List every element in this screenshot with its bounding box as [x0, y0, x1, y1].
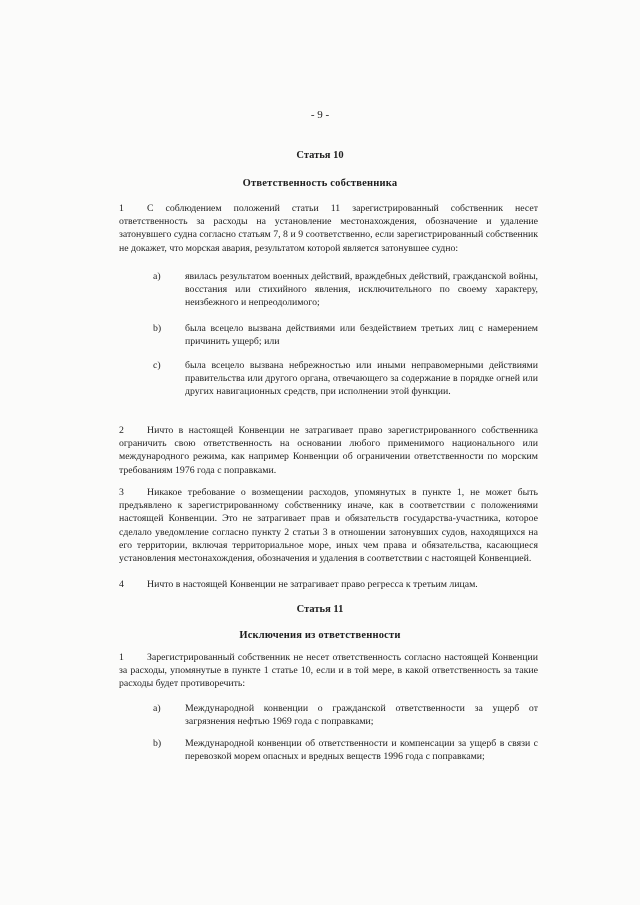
paragraph-text: Ничто в настоящей Конвенции не затрагивает право регресса к третьим лицам. — [147, 579, 478, 590]
list-item-text: явилась результатом военных действий, враждебных действий, гражданской войны, восстания или стихийного явления, исключительного по своему характеру, неизбежного и непреодолимого; — [185, 271, 538, 309]
paragraph-text: С соблюдением положений статьи 11 зарегистрированный собственник несет ответственность за расходы на установление местонахождения, обозначение и удаление затонувшего судна согласно статьям 7, 8 и 9 соответственно, если зарегистрированный собственник не докажет, что морская авария, результатом которой является затонувшее судно: — [119, 203, 538, 254]
list-marker: b) — [153, 738, 162, 749]
article-11-title: Статья 11 — [296, 604, 344, 615]
article-10-subtitle: Ответственность собственника — [242, 178, 398, 189]
article-10-paragraph-2 — [119, 424, 538, 477]
list-item — [153, 359, 538, 399]
list-marker: a) — [153, 703, 161, 714]
paragraph-text: Зарегистрированный собственник не несет ответственность согласно настоящей Конвенции за расходы, упомянутые в пункте 1 статье 10, если и в той мере, в какой ответственность за такие расходы будет противоречить: — [119, 652, 538, 690]
paragraph-number: 1 — [119, 652, 124, 663]
list-marker: c) — [153, 360, 161, 371]
list-item-text: была всецело вызвана небрежностью или иными неправомерными действиями правительства или другого органа, отвечающего за содержание в порядке огней или других навигационных средств, при исполнении этой функции. — [185, 360, 538, 398]
paragraph-number: 1 — [119, 203, 124, 214]
list-item — [153, 322, 538, 348]
list-item — [153, 702, 538, 728]
list-item — [153, 270, 538, 310]
list-item-text: Международной конвенции об ответственности и компенсации за ущерб в связи с перевозкой морем опасных и вредных веществ 1996 года с поправками; — [185, 738, 538, 763]
paragraph-number: 4 — [119, 579, 124, 590]
paragraph-number: 2 — [119, 425, 124, 436]
list-item-text: Международной конвенции о гражданской ответственности за ущерб от загрязнения нефтью 1969 года с поправками; — [185, 703, 538, 728]
article-10-paragraph-1 — [119, 202, 538, 255]
paragraph-number: 3 — [119, 487, 124, 498]
list-item — [153, 737, 538, 763]
paragraph-text: Ничто в настоящей Конвенции не затрагивает право зарегистрированного собственника ограничить свою ответственность на основании любого применимого национального или международного режима, как например Конвенции об ограничении ответственности по морским требованиям 1976 года с поправками. — [119, 425, 538, 476]
article-11-subtitle: Исключения из ответственности — [239, 630, 401, 641]
article-11-paragraph-1 — [119, 651, 538, 691]
list-marker: a) — [153, 271, 161, 282]
article-10-paragraph-4 — [119, 578, 538, 591]
list-marker: b) — [153, 323, 162, 334]
paragraph-text: Никакое требование о возмещении расходов, упомянутых в пункте 1, не может быть предъявлено к зарегистрированному собственнику иначе, как в соответствии с положениями настоящей Конвенции. Это не затрагивает прав и обязательств государства-участника, которое сделало уведомление согласно пункту 2 статьи 3 в отношении затонувших судов, находящихся на его территории, включая территориальное море, иных чем права и обязательства, касающиеся установления местонахождения, обозначения и удаления в соответствии с настоящей Конвенцией. — [119, 487, 538, 565]
article-10-title: Статья 10 — [296, 150, 344, 161]
list-item-text: была всецело вызвана действиями или бездействием третьих лиц с намерением причинить ущерб; или — [185, 323, 538, 348]
article-10-paragraph-3 — [119, 486, 538, 565]
page-number: - 9 - — [310, 109, 330, 121]
